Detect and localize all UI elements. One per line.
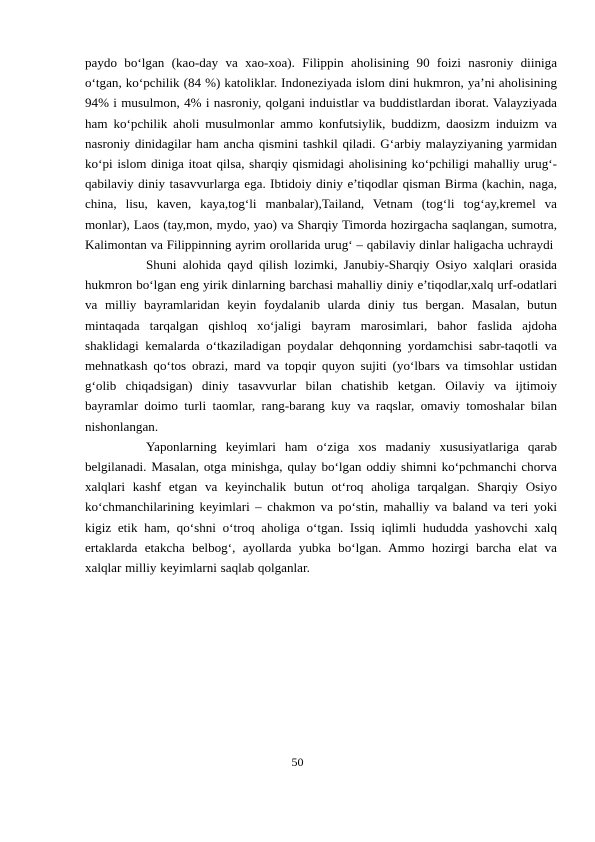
page-number: 50 (291, 755, 304, 769)
paragraph-religions: paydo bo‘lgan (kao-day va xao-xoa). Filippin aholisining 90 foizi nasroniy diiniga o‘tgan, ko‘pchilik (84 %) katoliklar. Indoneziyada islom dini hukmron, ya’ni aholisining 94% i musulmon, 4% i nasroniy, qolgani induistlar va buddistlardan iborat. Valayziyada ham ko‘pchilik aholi musulmonlar ammo konfutsiylik, buddizm, daosizm induizm va nasroniy dinidagilar ham ancha qismini tashkil qiladi. G‘arbiy malayziyaning yarmidan ko‘pi islom diniga itoat qilsa, sharqiy qismidagi aholisining ko‘pchiligi mahalliy urug‘-qabilaviy diniy tasavvurlarga ega. Ibtidoiy diniy e’tiqodlar qisman Birma (kachin, naga, china, lisu, kaven, kaya,tog‘li manbalar),Tailand, Vetnam (tog‘li tog‘ay,kremel va monlar), Laos (tay,mon, mydo, yao) va Sharqiy Timorda hozirgacha saqlangan, sumotra, Kalimontan va Filippinning ayrim orollarida urug‘ – qabilaviy dinlar haligacha uchraydi (85, 55, 557, 252)
paragraph-traditions: Shuni alohida qayd qilish lozimki, Janubiy-Sharqiy Osiyo xalqlari orasida hukmron bo‘lgan eng yirik dinlarning barchasi mahalliy diniy e’tiqodlar,xalq urf-odatlari va milliy bayramlaridan keyin foydalanib ularda diniy tus bergan. Masalan, butun mintaqada tarqalgan qishloq xo‘jaligi bayram marosimlari, bahor faslida ajdoha shaklidagi kemalarda o‘tkaziladigan poydalar dehqonning yordamchisi sabr-taqotli va mehnatkash qo‘tos obrazi, mard va topqir quyon sujiti (yo‘lbars va timsohlar ustidan g‘olib chiqadsigan) diniy tasavvurlar bilan chatishib ketgan. Oilaviy va ijtimoiy bayramlar doimo turli taomlar, rang-barang kuy va raqslar, omaviy tomoshalar bilan nishonlangan. (85, 257, 557, 434)
document-body (85, 53, 557, 578)
paragraph-clothing: Yaponlarning keyimlari ham o‘ziga xos madaniy xususiyatlariga qarab belgilanadi. Masalan, otga minishga, qulay bo‘lgan oddiy shimni ko‘pchmanchi chorva xalqlari kashf etgan va keyinchalik butun ot‘roq aholiga tarqalgan. Sharqiy Osiyo ko‘chmanchilarining keyimlari – chakmon va po‘stin, mahalliy va baland va teri yoki kigiz etik ham, qo‘shni o‘troq aholiga o‘tgan. Issiq iqlimli hududda yashovchi xalq ertaklarda etakcha belbog‘, ayollarda yubka bo‘lgan. Ammo hozirgi barcha elat va xalqlar milliy keyimlarni saqlab qolganlar. (85, 438, 557, 576)
